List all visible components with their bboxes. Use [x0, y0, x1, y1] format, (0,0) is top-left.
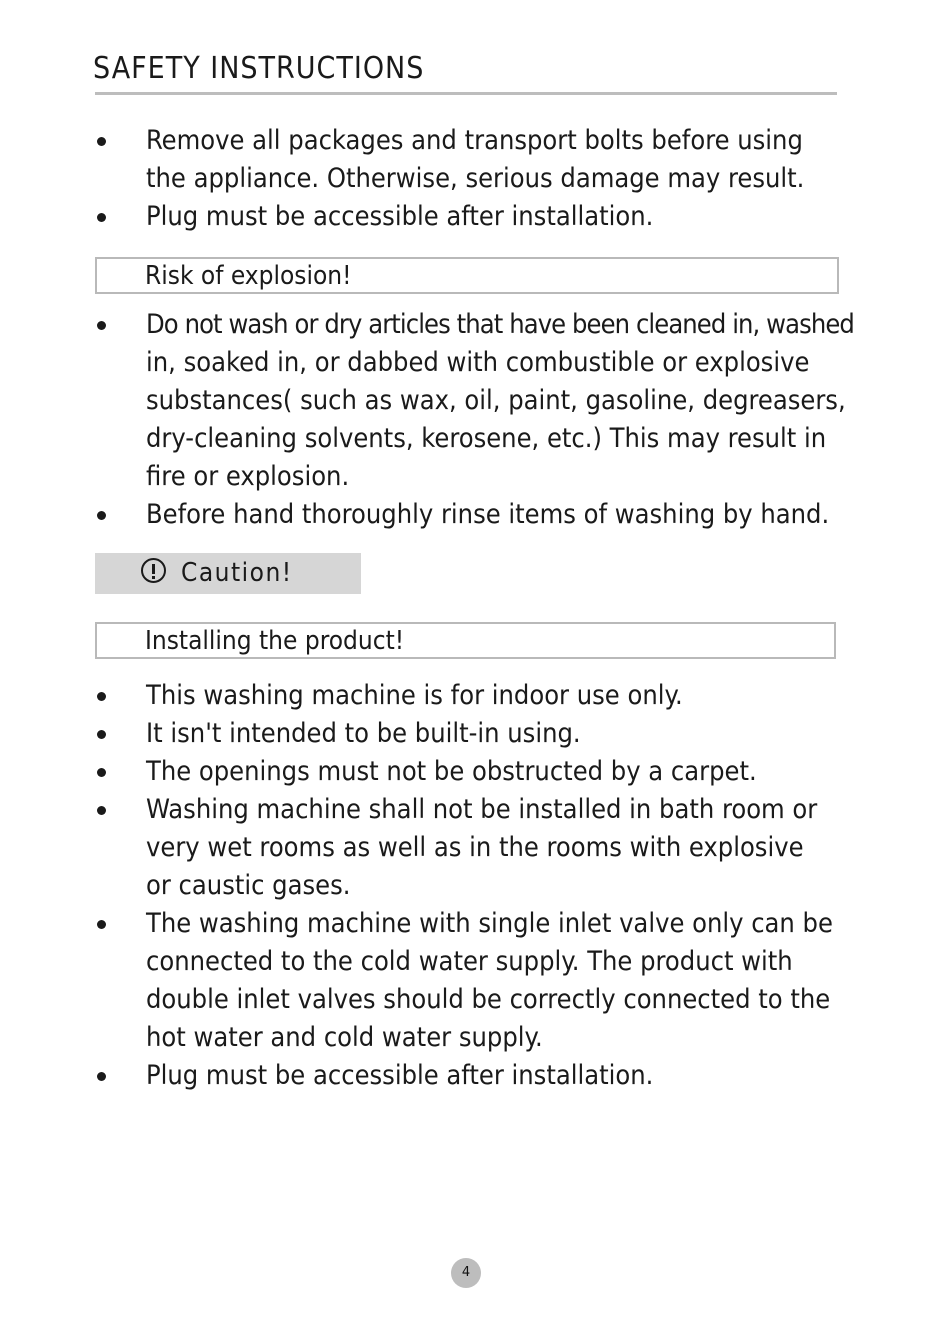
list-item-text: Do not wash or dry articles that have been cleaned in, washed — [146, 309, 854, 340]
bullet-icon — [97, 920, 106, 929]
explosion-heading-box — [95, 257, 839, 294]
installing-list — [95, 677, 833, 1095]
intro-list — [95, 122, 804, 236]
bullet-icon — [97, 806, 106, 815]
list-item — [95, 496, 854, 534]
list-item-text: very wet rooms as well as in the rooms with explosive — [146, 832, 804, 863]
list-item-text: This washing machine is for indoor use only. — [146, 680, 683, 711]
bullet-icon — [97, 511, 106, 520]
bullet-icon — [97, 730, 106, 739]
list-item — [95, 1057, 833, 1095]
explosion-heading: Risk of explosion! — [145, 261, 352, 291]
bullet-icon — [97, 1072, 106, 1081]
list-item — [95, 122, 804, 198]
bullet-icon — [97, 768, 106, 777]
list-item — [95, 677, 833, 715]
list-item-text: double inlet valves should be correctly connected to the — [146, 984, 831, 1015]
bullet-icon — [97, 213, 106, 222]
list-item-text: substances( such as wax, oil, paint, gasoline, degreasers, — [146, 385, 846, 416]
list-item — [95, 306, 854, 496]
installing-heading: Installing the product! — [145, 626, 405, 656]
caution-banner — [95, 553, 361, 594]
caution-label: Caution! — [181, 558, 293, 588]
list-item-text: dry-cleaning solvents, kerosene, etc.) This may result in — [146, 423, 827, 454]
list-item-text: Plug must be accessible after installation. — [146, 1060, 654, 1091]
list-item-text: Before hand thoroughly rinse items of washing by hand. — [146, 499, 830, 530]
list-item-text: the appliance. Otherwise, serious damage may result. — [146, 163, 805, 194]
list-item — [95, 791, 833, 905]
bullet-icon — [97, 137, 106, 146]
list-item-text: The washing machine with single inlet valve only can be — [146, 908, 833, 939]
list-item-text: Remove all packages and transport bolts before using — [146, 125, 803, 156]
list-item-text: The openings must not be obstructed by a carpet. — [146, 756, 757, 787]
list-item — [95, 905, 833, 1057]
bullet-icon — [97, 321, 106, 330]
list-item-text: or caustic gases. — [146, 870, 351, 901]
list-item-text: hot water and cold water supply. — [146, 1022, 543, 1053]
list-item-text: in, soaked in, or dabbed with combustible or explosive — [146, 347, 810, 378]
page-number: 4 — [451, 1258, 481, 1288]
title-divider — [95, 92, 837, 95]
list-item-text: Washing machine shall not be installed in bath room or — [146, 794, 818, 825]
list-item — [95, 198, 804, 236]
bullet-icon — [97, 692, 106, 701]
list-item — [95, 715, 833, 753]
list-item — [95, 753, 833, 791]
list-item-text: Plug must be accessible after installation. — [146, 201, 654, 232]
list-item-text: It isn't intended to be built-in using. — [146, 718, 581, 749]
list-item-text: connected to the cold water supply. The product with — [146, 946, 793, 977]
page-title: SAFETY INSTRUCTIONS — [93, 51, 425, 86]
installing-heading-box — [95, 622, 836, 659]
explosion-list — [95, 306, 854, 534]
exclamation-circle-icon — [141, 558, 166, 583]
list-item-text: fire or explosion. — [146, 461, 350, 492]
